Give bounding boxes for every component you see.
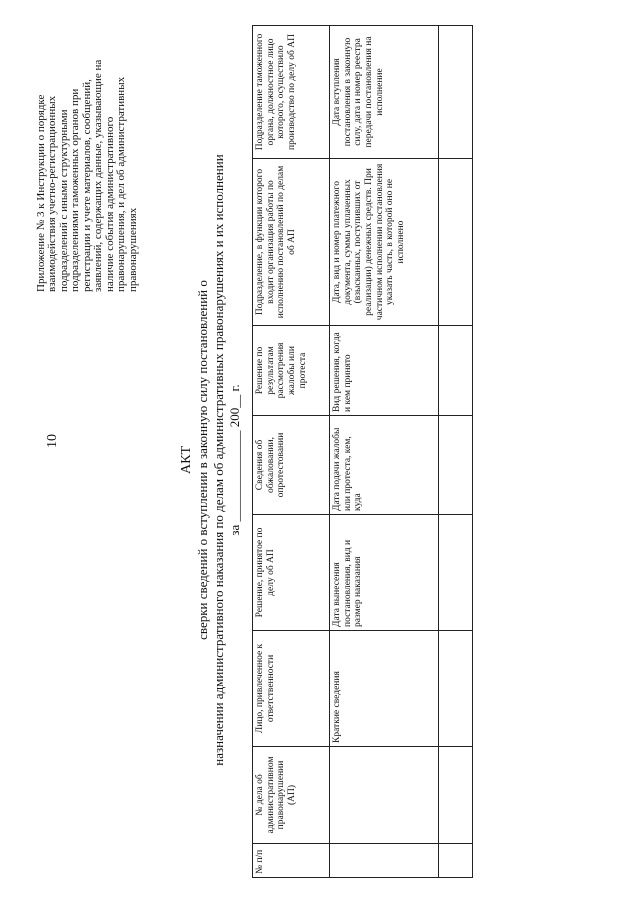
appendix-line: подразделениями таможенных органов при [69,88,82,292]
header-row [253,26,330,878]
appendix-line: Приложение № 3 к Инструкции о порядке [35,94,47,292]
appendix-line: заявлений, содержащих данные, указывающие на [92,59,105,292]
empty-cell [439,515,473,631]
doc-type: АКТ [179,446,194,474]
appendix-line: наличие события административного [103,116,116,292]
detail-cell: Вид решения, когда и кем принято [330,326,439,416]
empty-cell [439,326,473,416]
appendix-note [36,32,139,292]
title-line-1: сверки сведений о вступлении в законную силу постановлений о [195,280,211,640]
appendix-line: регистрации и учете материалов, сообщений, [80,79,93,292]
report-period: за ______________ 200__ г. [226,384,242,536]
appendix-line: подразделений с иными структурными [57,109,70,292]
reconciliation-table [252,26,457,878]
empty-cell [439,416,473,515]
appendix-line: взаимодействия учетно-регистрационных [46,95,59,292]
header-cell: № п/п [253,844,330,878]
empty-cell [439,159,473,326]
empty-row [439,26,473,878]
appendix-line: правонарушения, и дел об административных [115,76,128,292]
appendix-line: правонарушениях [126,207,139,292]
detail-cell [330,747,439,844]
header-cell: Решение, принятое по делу об АП [253,515,330,631]
title-line-2: назначении административного наказания по делам об административных правонарушениях и их исполнении [210,154,226,766]
detail-cell: Дата вынесения постановления, вид и размер наказания [330,515,439,631]
page-number: 10 [45,434,60,448]
detail-cell: Дата, вид и номер платежного документа, суммы уплаченных (взысканных, поступивших от реализации) денежных средств. При частичном исполнении постановления указать часть, в которой оно не исполнено [330,159,439,326]
header-cell: Решение по результатам рассмотрения жалобы или протеста [253,326,330,416]
detail-cell [330,844,439,878]
details-row [330,26,439,878]
empty-cell [439,631,473,747]
detail-cell: Дата подачи жалобы или протеста, кем, куда [330,416,439,515]
header-cell: Подразделение таможенного органа, должностное лицо которого, осуществило производство по делу об АП [253,26,330,159]
detail-cell: Краткие сведения [330,631,439,747]
header-cell: № дела об административном правонарушении (АП) [253,747,330,844]
header-cell: Подразделение, в функции которого входит организация работы по исполнению постановлений по делам об АП [253,159,330,326]
document-title [178,138,243,782]
empty-cell [439,747,473,844]
header-cell: Лицо, привлеченное к ответственности [253,631,330,747]
header-cell: Сведения об обжаловании, опротестовании [253,416,330,515]
detail-cell: Дата вступления постановления в законную силу, дата и номер реестра передачи постановления на исполнение [330,26,439,159]
empty-cell [439,26,473,159]
empty-cell [439,844,473,878]
